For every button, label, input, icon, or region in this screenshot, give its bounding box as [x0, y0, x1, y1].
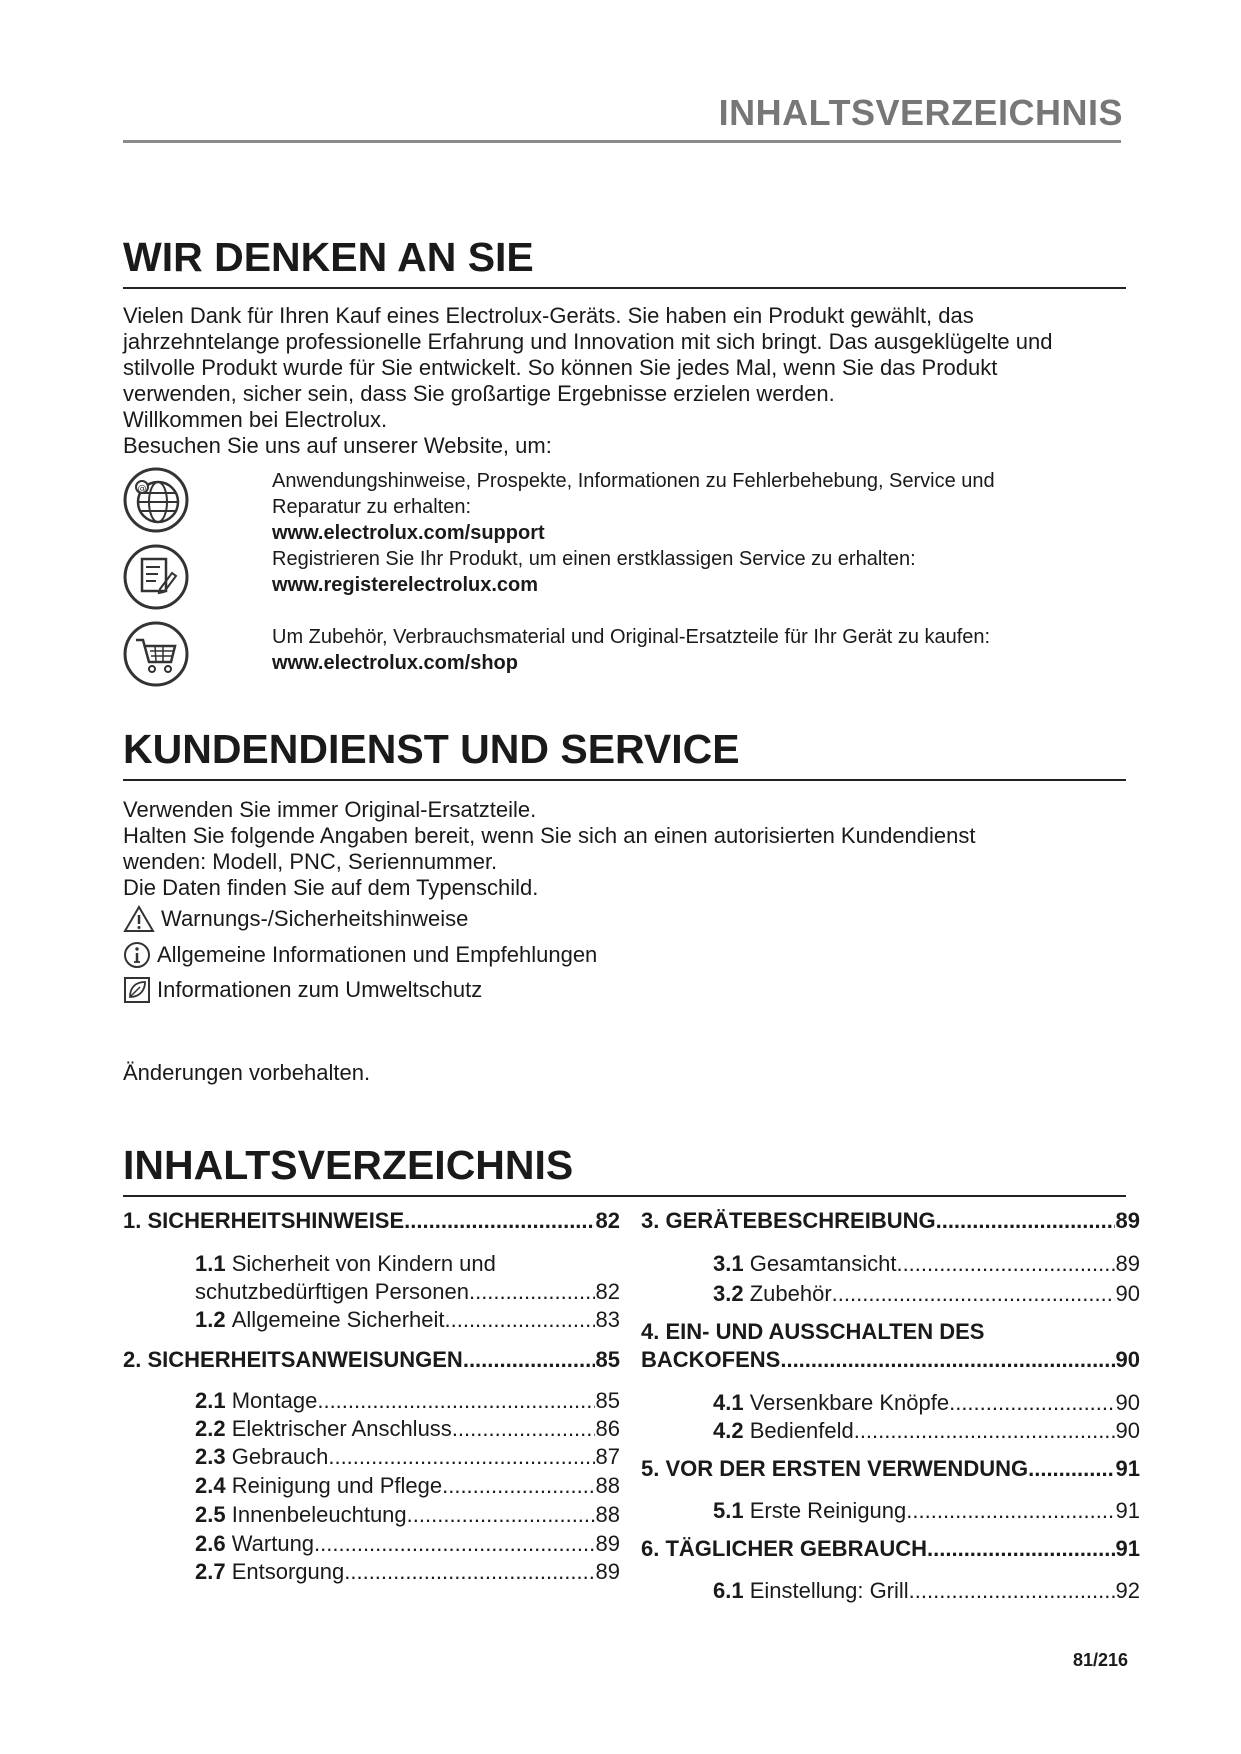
website-item-shop [272, 624, 1132, 676]
website-item-text: Um Zubehör, Verbrauchsmaterial und Original-Ersatzteile für Ihr Gerät zu kaufen: [272, 626, 991, 648]
environment-leaf-icon [123, 976, 151, 1004]
support-link[interactable]: www.electrolux.com/support [272, 522, 545, 544]
service-line: wenden: Modell, PNC, Seriennummer. [123, 849, 498, 874]
toc-entry-2-3[interactable]: 2.3 Gebrauch ..... 87 [195, 1443, 620, 1471]
intro-paragraph [123, 303, 1133, 459]
website-item-text: Anwendungshinweise, Prospekte, Informationen zu Fehlerbehebung, Service und [272, 470, 995, 492]
changes-note: Änderungen vorbehalten. [123, 1060, 371, 1085]
info-icon [123, 941, 151, 969]
globe-icon [122, 466, 190, 534]
intro-line: Willkommen bei Electrolux. [123, 407, 388, 432]
register-link[interactable]: www.registerelectrolux.com [272, 574, 539, 596]
toc-entry-2-2[interactable]: 2.2 Elektrischer Anschluss ..... 86 [195, 1415, 620, 1443]
service-line: Halten Sie folgende Angaben bereit, wenn Sie sich an einen autorisierten Kundendienst [123, 823, 976, 848]
toc-entry-2-5[interactable]: 2.5 Innenbeleuchtung ..... 88 [195, 1501, 620, 1529]
intro-line: stilvolle Produkt wurde für Sie entwickelt. So können Sie jedes Mal, wenn Sie das Produkt [123, 355, 998, 380]
legend-info [123, 941, 597, 969]
toc-entry-4-1[interactable]: 4.1 Versenkbare Knöpfe ..... 90 [713, 1389, 1140, 1417]
section-heading-kundendienst: KUNDENDIENST UND SERVICE [123, 726, 1126, 781]
toc-entry-6[interactable]: 6. TÄGLICHER GEBRAUCH ..... 91 [641, 1535, 1140, 1563]
legend-label: Allgemeine Informationen und Empfehlungen [157, 942, 598, 967]
toc-entry-4[interactable]: 4. EIN- UND AUSSCHALTEN DES BACKOFENS ..... 90 [641, 1318, 1140, 1374]
shop-link[interactable]: www.electrolux.com/shop [272, 652, 518, 674]
intro-line: verwenden, sicher sein, dass Sie großartige Ergebnisse erzielen werden. [123, 381, 835, 406]
toc-entry-6-1[interactable]: 6.1 Einstellung: Grill ..... 92 [713, 1577, 1140, 1605]
running-header-title: INHALTSVERZEICHNIS [718, 92, 1123, 133]
legend-label: Informationen zum Umweltschutz [157, 977, 483, 1002]
toc-entry-5-1[interactable]: 5.1 Erste Reinigung ..... 91 [713, 1497, 1140, 1525]
toc-entry-1-1[interactable]: 1.1 Sicherheit von Kindern und schutzbedürftigen Personen ..... 82 [195, 1250, 620, 1306]
toc-entry-1[interactable]: 1. SICHERHEITSHINWEISE ..... 82 [123, 1207, 620, 1235]
header-rule [123, 140, 1121, 143]
legend-label: Warnungs-/Sicherheitshinweise [161, 906, 469, 931]
website-item-text: Registrieren Sie Ihr Produkt, um einen erstklassigen Service zu erhalten: [272, 548, 916, 570]
toc-entry-3-1[interactable]: 3.1 Gesamtansicht ..... 89 [713, 1250, 1140, 1278]
toc-entry-3-2[interactable]: 3.2 Zubehör ..... 90 [713, 1280, 1140, 1308]
toc-entry-2-7[interactable]: 2.7 Entsorgung ..... 89 [195, 1558, 620, 1586]
legend-warning [123, 905, 468, 933]
page-number: 81/216 [1072, 1650, 1128, 1670]
warning-triangle-icon [123, 905, 155, 933]
service-paragraph [123, 797, 1133, 901]
toc-entry-1-2[interactable]: 1.2 Allgemeine Sicherheit ..... 83 [195, 1306, 620, 1334]
intro-line: Besuchen Sie uns auf unserer Website, um: [123, 433, 552, 458]
toc-entry-2[interactable]: 2. SICHERHEITSANWEISUNGEN ..... 85 [123, 1346, 620, 1374]
toc-entry-2-4[interactable]: 2.4 Reinigung und Pflege ..... 88 [195, 1472, 620, 1500]
toc-entry-3[interactable]: 3. GERÄTEBESCHREIBUNG ..... 89 [641, 1207, 1140, 1235]
toc-entry-2-6[interactable]: 2.6 Wartung ..... 89 [195, 1530, 620, 1558]
section-heading-wir-denken: WIR DENKEN AN SIE [123, 234, 1126, 289]
toc-entry-4-2[interactable]: 4.2 Bedienfeld ..... 90 [713, 1417, 1140, 1445]
website-item-text: Reparatur zu erhalten: [272, 496, 472, 518]
toc-entry-5[interactable]: 5. VOR DER ERSTEN VERWENDUNG ..... 91 [641, 1455, 1140, 1483]
legend-environment [123, 976, 482, 1004]
intro-line: jahrzehntelange professionelle Erfahrung und Innovation mit sich bringt. Das ausgeklügelte und [123, 329, 1053, 354]
intro-line: Vielen Dank für Ihren Kauf eines Electrolux-Geräts. Sie haben ein Produkt gewählt, das [123, 303, 974, 328]
svg-text:@: @ [137, 484, 147, 494]
website-item-register [272, 546, 1132, 598]
website-item-support [272, 468, 1132, 546]
service-line: Die Daten finden Sie auf dem Typenschild. [123, 875, 539, 900]
section-heading-inhaltsverzeichnis: INHALTSVERZEICHNIS [123, 1142, 1126, 1197]
register-form-icon [122, 543, 190, 611]
service-line: Verwenden Sie immer Original-Ersatzteile. [123, 797, 537, 822]
shopping-cart-icon [122, 620, 190, 688]
toc-entry-2-1[interactable]: 2.1 Montage ..... 85 [195, 1387, 620, 1415]
